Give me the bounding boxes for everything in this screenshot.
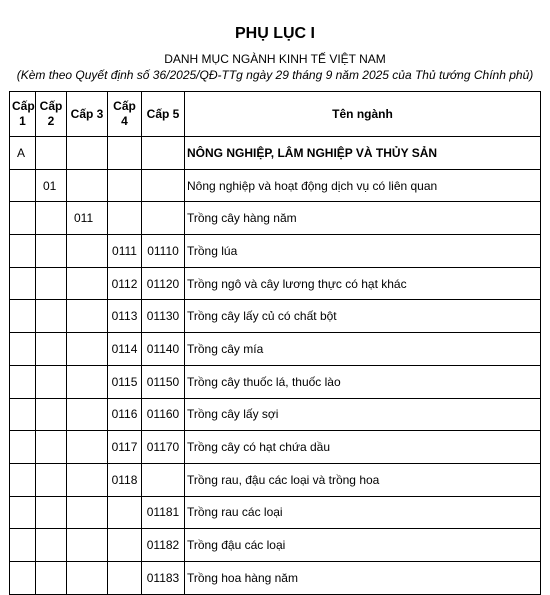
cell-industry-name: Trồng cây thuốc lá, thuốc lào [185,365,541,398]
cell-industry-name: Trồng cây lấy sợi [185,398,541,431]
column-header-cap2: Cấp 2 [36,92,67,137]
table-row [10,529,541,562]
cell-cap4: 0116 [108,398,142,431]
cell-cap4: 0117 [108,431,142,464]
cell-cap5: 01181 [142,496,185,529]
table-row [10,398,541,431]
cell-cap3 [67,169,108,202]
cell-cap1 [10,398,36,431]
cell-cap2 [36,529,67,562]
cell-cap3 [67,300,108,333]
cell-cap3 [67,496,108,529]
cell-industry-name: Trồng cây lấy củ có chất bột [185,300,541,333]
cell-cap3 [67,463,108,496]
cell-cap3 [67,365,108,398]
table-row [10,267,541,300]
cell-cap1 [10,267,36,300]
table-row [10,333,541,366]
table-row [10,496,541,529]
cell-cap1 [10,300,36,333]
page-subtitle: DANH MỤC NGÀNH KINH TẾ VIỆT NAM [164,52,386,66]
cell-industry-name: NÔNG NGHIỆP, LÂM NGHIỆP VÀ THỦY SẢN [185,137,541,170]
decision-note: (Kèm theo Quyết định số 36/2025/QĐ-TTg ngày 29 tháng 9 năm 2025 của Thủ tướng Chính phủ) [16,68,534,82]
table-row [10,463,541,496]
cell-cap2 [36,463,67,496]
cell-cap4: 0111 [108,235,142,268]
cell-cap4: 0114 [108,333,142,366]
table-row [10,202,541,235]
cell-industry-name: Trồng lúa [185,235,541,268]
cell-cap5 [142,463,185,496]
table-header-row [10,92,541,137]
cell-cap5: 01130 [142,300,185,333]
cell-cap5: 01110 [142,235,185,268]
cell-cap4 [108,137,142,170]
column-header-industry-name: Tên ngành [185,92,541,137]
cell-cap1 [10,496,36,529]
cell-cap1 [10,333,36,366]
cell-cap3 [67,267,108,300]
cell-cap4 [108,529,142,562]
cell-cap2 [36,561,67,594]
cell-industry-name: Trồng cây mía [185,333,541,366]
cell-industry-name: Trồng hoa hàng năm [185,561,541,594]
document-header [0,0,550,82]
cell-cap4: 0112 [108,267,142,300]
cell-cap5 [142,202,185,235]
cell-cap3 [67,137,108,170]
cell-cap5: 01170 [142,431,185,464]
cell-industry-name: Trồng rau, đậu các loại và trồng hoa [185,463,541,496]
cell-cap2 [36,333,67,366]
cell-cap1 [10,202,36,235]
table-row [10,235,541,268]
cell-industry-name: Trồng cây có hạt chứa dầu [185,431,541,464]
table-row [10,365,541,398]
cell-cap2 [36,137,67,170]
cell-cap1 [10,431,36,464]
cell-cap3 [67,561,108,594]
cell-cap3 [67,235,108,268]
cell-cap5 [142,169,185,202]
table-body [10,137,541,595]
cell-cap2 [36,235,67,268]
cell-cap4 [108,169,142,202]
cell-cap5: 01120 [142,267,185,300]
cell-cap5: 01183 [142,561,185,594]
cell-cap1: A [10,137,36,170]
table-row [10,561,541,594]
cell-cap3 [67,431,108,464]
cell-cap2 [36,365,67,398]
table-row [10,300,541,333]
cell-industry-name: Trồng cây hàng năm [185,202,541,235]
cell-cap4 [108,496,142,529]
cell-industry-name: Trồng ngô và cây lương thực có hạt khác [185,267,541,300]
column-header-cap3: Cấp 3 [67,92,108,137]
cell-cap1 [10,235,36,268]
cell-cap4: 0115 [108,365,142,398]
column-header-cap4: Cấp 4 [108,92,142,137]
page-title: PHỤ LỤC I [235,25,315,42]
cell-cap5: 01150 [142,365,185,398]
table-row [10,137,541,170]
cell-cap5: 01160 [142,398,185,431]
cell-cap1 [10,365,36,398]
cell-cap3 [67,529,108,562]
cell-cap2 [36,398,67,431]
cell-cap5: 01140 [142,333,185,366]
cell-cap2: 01 [36,169,67,202]
cell-cap3: 011 [67,202,108,235]
cell-cap4: 0113 [108,300,142,333]
column-header-cap5: Cấp 5 [142,92,185,137]
cell-cap5: 01182 [142,529,185,562]
cell-industry-name: Trồng đậu các loại [185,529,541,562]
cell-cap2 [36,496,67,529]
cell-cap4: 0118 [108,463,142,496]
cell-cap1 [10,561,36,594]
table-row [10,169,541,202]
cell-cap3 [67,333,108,366]
cell-cap2 [36,300,67,333]
column-header-cap1: Cấp 1 [10,92,36,137]
cell-cap3 [67,398,108,431]
cell-cap2 [36,202,67,235]
cell-cap1 [10,529,36,562]
cell-industry-name: Trồng rau các loại [185,496,541,529]
cell-cap2 [36,431,67,464]
cell-cap1 [10,463,36,496]
table-row [10,431,541,464]
cell-cap2 [36,267,67,300]
cell-cap5 [142,137,185,170]
cell-cap4 [108,561,142,594]
cell-industry-name: Nông nghiệp và hoạt động dịch vụ có liên quan [185,169,541,202]
cell-cap4 [108,202,142,235]
industry-code-table [9,91,541,595]
cell-cap1 [10,169,36,202]
